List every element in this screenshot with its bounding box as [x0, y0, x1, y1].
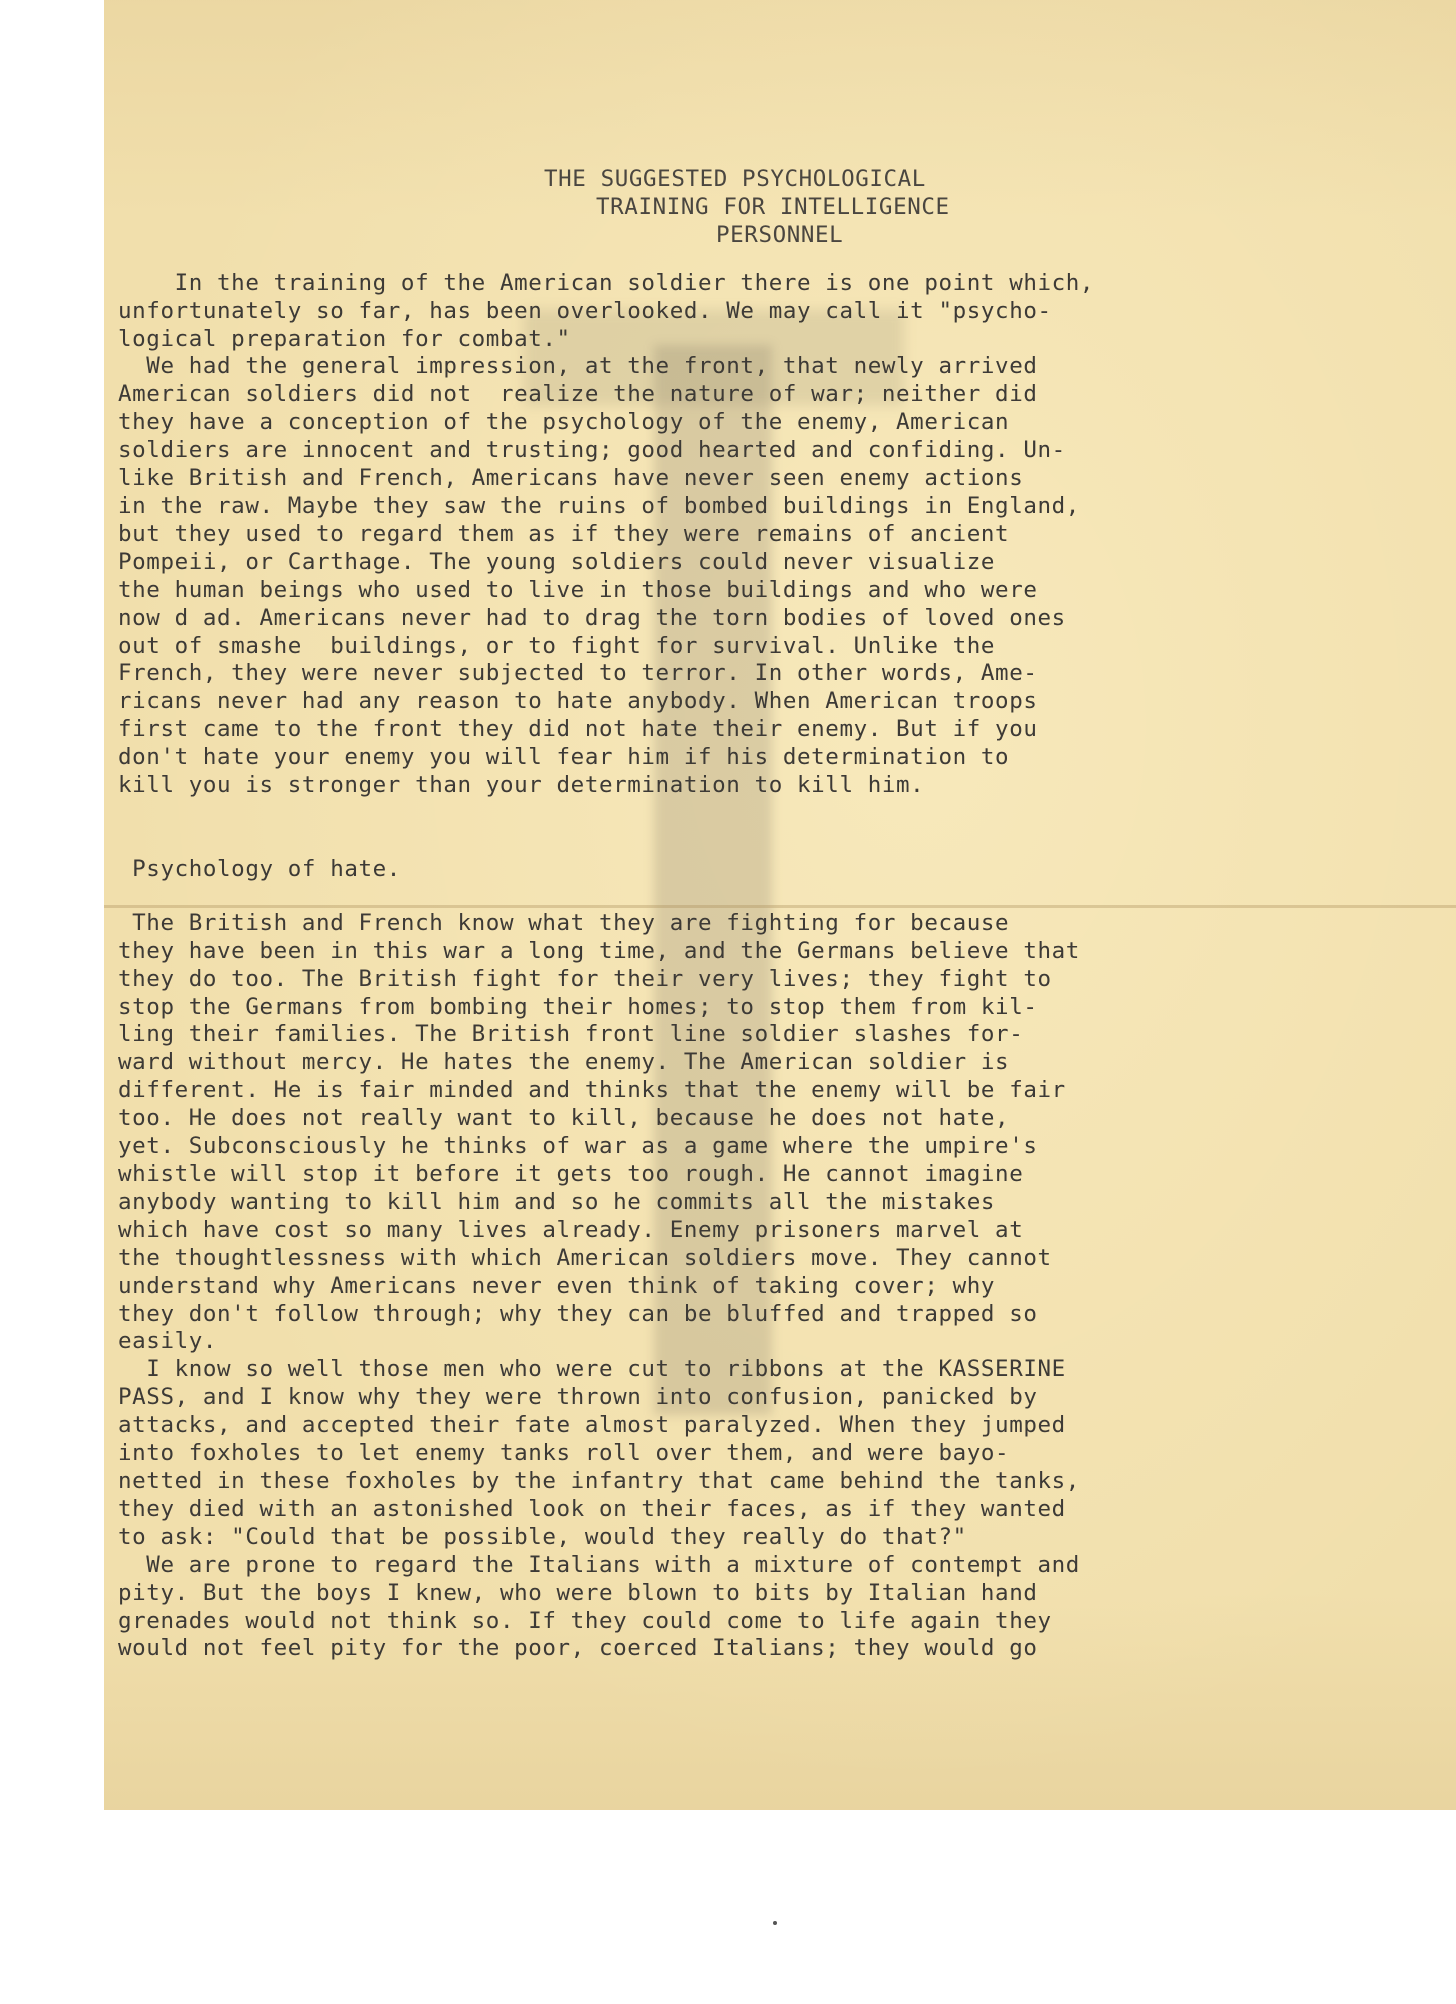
text-line: I know so well those men who were cut to ribbons at the KASSERINE	[118, 1356, 1066, 1383]
text-line: they do too. The British fight for their very lives; they fight to	[118, 965, 1052, 992]
text-line: The British and French know what they are fighting for because	[118, 909, 1010, 936]
text-line: kill you is stronger than your determination to kill him.	[118, 772, 925, 799]
text-line: they have been in this war a long time, and the Germans believe that	[118, 937, 1080, 964]
text-line: too. He does not really want to kill, because he does not hate,	[118, 1105, 1010, 1132]
text-line: don't hate your enemy you will fear him if his determination to	[118, 744, 1010, 771]
text-line: like British and French, Americans have never seen enemy actions	[118, 465, 1024, 492]
body-part-1	[118, 270, 1343, 800]
text-line: PASS, and I know why they were thrown into confusion, panicked by	[118, 1384, 1038, 1411]
text-line: anybody wanting to kill him and so he commits all the mistakes	[118, 1188, 996, 1215]
text-line: they died with an astonished look on their faces, as if they wanted	[118, 1495, 1066, 1522]
text-line: yet. Subconsciously he thinks of war as a game where the umpire's	[118, 1133, 1038, 1160]
text-line: easily.	[118, 1328, 218, 1355]
text-line: to ask: "Could that be possible, would they really do that?"	[118, 1523, 967, 1550]
paragraph	[118, 1356, 1343, 1551]
text-line: they don't follow through; why they can be bluffed and trapped so	[118, 1300, 1038, 1327]
text-line: ricans never had any reason to hate anybody. When American troops	[118, 688, 1038, 715]
text-line: different. He is fair minded and thinks that the enemy will be fair	[118, 1077, 1066, 1104]
text-line: ward without mercy. He hates the enemy. The American soldier is	[118, 1049, 1010, 1076]
text-line: whistle will stop it before it gets too rough. He cannot imagine	[118, 1161, 1024, 1187]
text-line: the human beings who used to live in those buildings and who were	[118, 576, 1038, 603]
title-line: THE SUGGESTED PSYCHOLOGICAL	[544, 166, 926, 192]
text-line: netted in these foxholes by the infantry that came behind the tanks,	[118, 1467, 1080, 1494]
document-title	[118, 166, 1343, 250]
text-line: now d ad. Americans never had to drag the torn bodies of loved ones	[118, 604, 1066, 631]
text-line: logical preparation for combat."	[118, 325, 571, 352]
text-line: soldiers are innocent and trusting; good hearted and confiding. Un-	[118, 437, 1066, 464]
title-line: PERSONNEL	[716, 221, 844, 248]
text-line: We are prone to regard the Italians with a mixture of contempt and	[118, 1551, 1080, 1578]
typed-text	[118, 166, 1343, 1663]
text-line: Pompeii, or Carthage. The young soldiers could never visualize	[118, 548, 996, 575]
text-line: would not feel pity for the poor, coerced Italians; they would go	[118, 1635, 1038, 1662]
text-line: which have cost so many lives already. Enemy prisoners marvel at	[118, 1216, 1024, 1243]
scan-speck	[773, 1921, 777, 1925]
paragraph	[118, 1552, 1343, 1664]
text-line: but they used to regard them as if they were remains of ancient	[118, 520, 1010, 547]
text-line: In the training of the American soldier there is one point which,	[118, 269, 1095, 296]
text-line: grenades would not think so. If they could come to life again they	[118, 1607, 1052, 1634]
text-line: out of smashe buildings, or to fight for survival. Unlike the	[118, 632, 996, 659]
paragraph	[118, 270, 1343, 354]
paragraph	[118, 353, 1343, 800]
text-line: in the raw. Maybe they saw the ruins of bombed buildings in England,	[118, 492, 1080, 519]
text-line: into foxholes to let enemy tanks roll over them, and were bayo-	[118, 1440, 1010, 1467]
title-line: TRAINING FOR INTELLIGENCE	[596, 193, 950, 220]
text-line: French, they were never subjected to terror. In other words, Ame-	[118, 660, 1038, 687]
text-line: We had the general impression, at the front, that newly arrived	[118, 353, 1038, 380]
section-heading: Psychology of hate.	[118, 855, 401, 882]
paragraph	[118, 910, 1343, 1357]
text-line: unfortunately so far, has been overlooked. We may call it "psycho-	[118, 297, 1052, 324]
text-line: understand why Americans never even think of taking cover; why	[118, 1272, 996, 1299]
text-line: American soldiers did not realize the nature of war; neither did	[118, 381, 1038, 408]
text-line: pity. But the boys I knew, who were blown to bits by Italian hand	[118, 1579, 1038, 1606]
text-line: they have a conception of the psychology of the enemy, American	[118, 409, 1010, 436]
text-line: ling their families. The British front line soldier slashes for-	[118, 1021, 1024, 1048]
text-line: first came to the front they did not hate their enemy. But if you	[118, 716, 1038, 743]
text-line: the thoughtlessness with which American soldiers move. They cannot	[118, 1244, 1052, 1271]
text-line: attacks, and accepted their fate almost paralyzed. When they jumped	[118, 1412, 1066, 1439]
text-line: stop the Germans from bombing their homes; to stop them from kil-	[118, 993, 1038, 1020]
body-part-2	[118, 910, 1343, 1663]
